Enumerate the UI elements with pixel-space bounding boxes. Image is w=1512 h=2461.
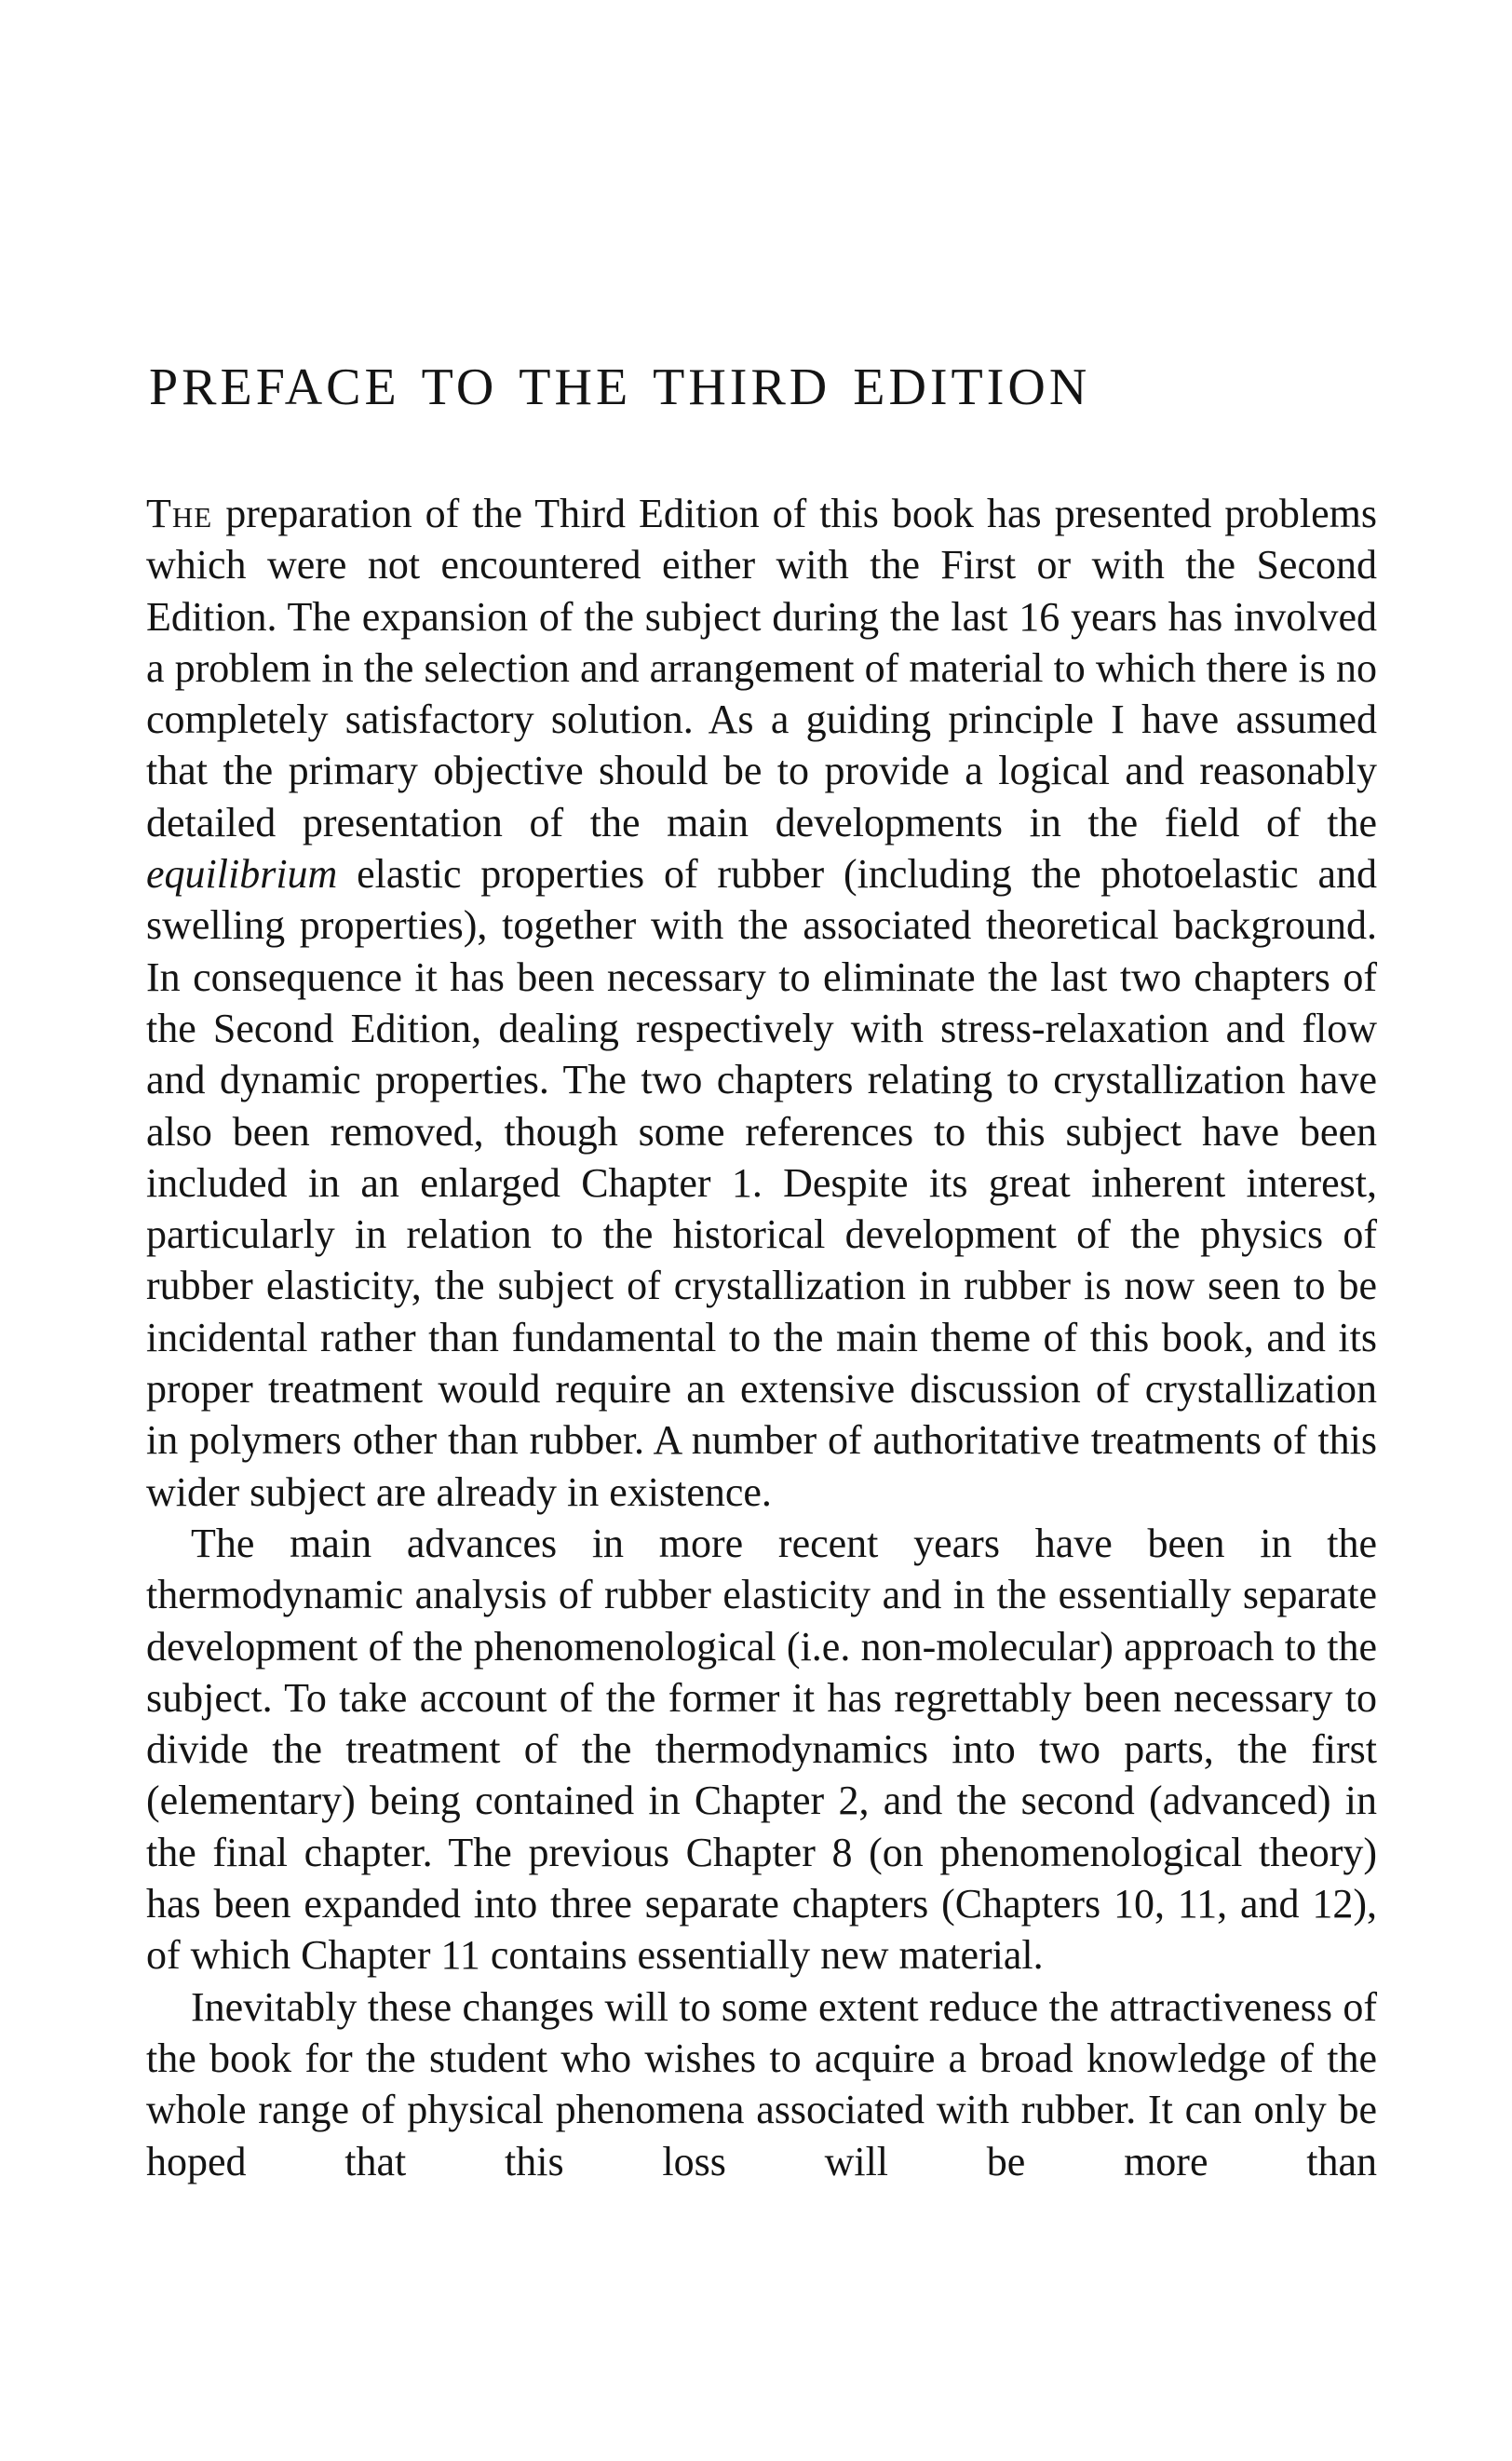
paragraph-1 xyxy=(146,488,1377,1518)
page-title: PREFACE TO THE THIRD EDITION xyxy=(149,358,1091,416)
paragraph-1-lead: The xyxy=(146,491,213,536)
paragraph-3: Inevitably these changes will to some extent reduce the attractiveness of the book for the student who wishes to acquire a broad knowledge of the whole range of physical phenomena associated with rubber. It can only be hoped that this loss will be more than xyxy=(146,1983,1377,2184)
paragraph-1-emphasis: equilibrium xyxy=(146,851,338,898)
paragraph-1-text-after: elastic properties of rubber (including the photoelastic and swelling properties), together with the associated theoretical background. In consequence it has been necessary to eliminate the last two chapters of the Second Edition, dealing respectively with stress-relaxation and flow and dynamic properties. The two chapters relating to crystallization have also been removed, though some references to this subject have been included in an enlarged Chapter 1. Despite its great inherent interest, particularly in relation to the historical development of the physics of rubber elasticity, the subject of crystallization in rubber is now seen to be incidental rather than fundamental to the main theme of this book, and its proper treatment would require an extensive discussion of crystallization in polymers other than rubber. A number of authoritative treatments of this wider subject are already in existence. xyxy=(146,851,1377,1515)
paragraph-1-text-before: preparation of the Third Edition of this book has presented problems which were not encountered either with the First or with the Second Edition. The expansion of the subject during the last 16 years has involved a problem in the selection and arrangement of material to which there is no completely satisfactory solution. As a guiding principle I have assumed that the primary objective should be to provide a logical and reasonably detailed presentation of the main developments in the field of the xyxy=(146,491,1377,845)
preface-body xyxy=(146,488,1377,2187)
paragraph-2: The main advances in more recent years have been in the thermodynamic analysis of rubber elasticity and in the essentially separate development of the phenomenological (i.e. non-molecular) approach to the subject. To take account of the former it has regrettably been necessary to divide the treatment of the thermodynamics into two parts, the first (elementary) being contained in Chapter 2, and the second (advanced) in the final chapter. The previous Chapter 8 (on phenomenological theory) has been expanded into three separate chapters (Chapters 10, 11, and 12), of which Chapter 11 contains essentially new material. xyxy=(146,1520,1377,1979)
